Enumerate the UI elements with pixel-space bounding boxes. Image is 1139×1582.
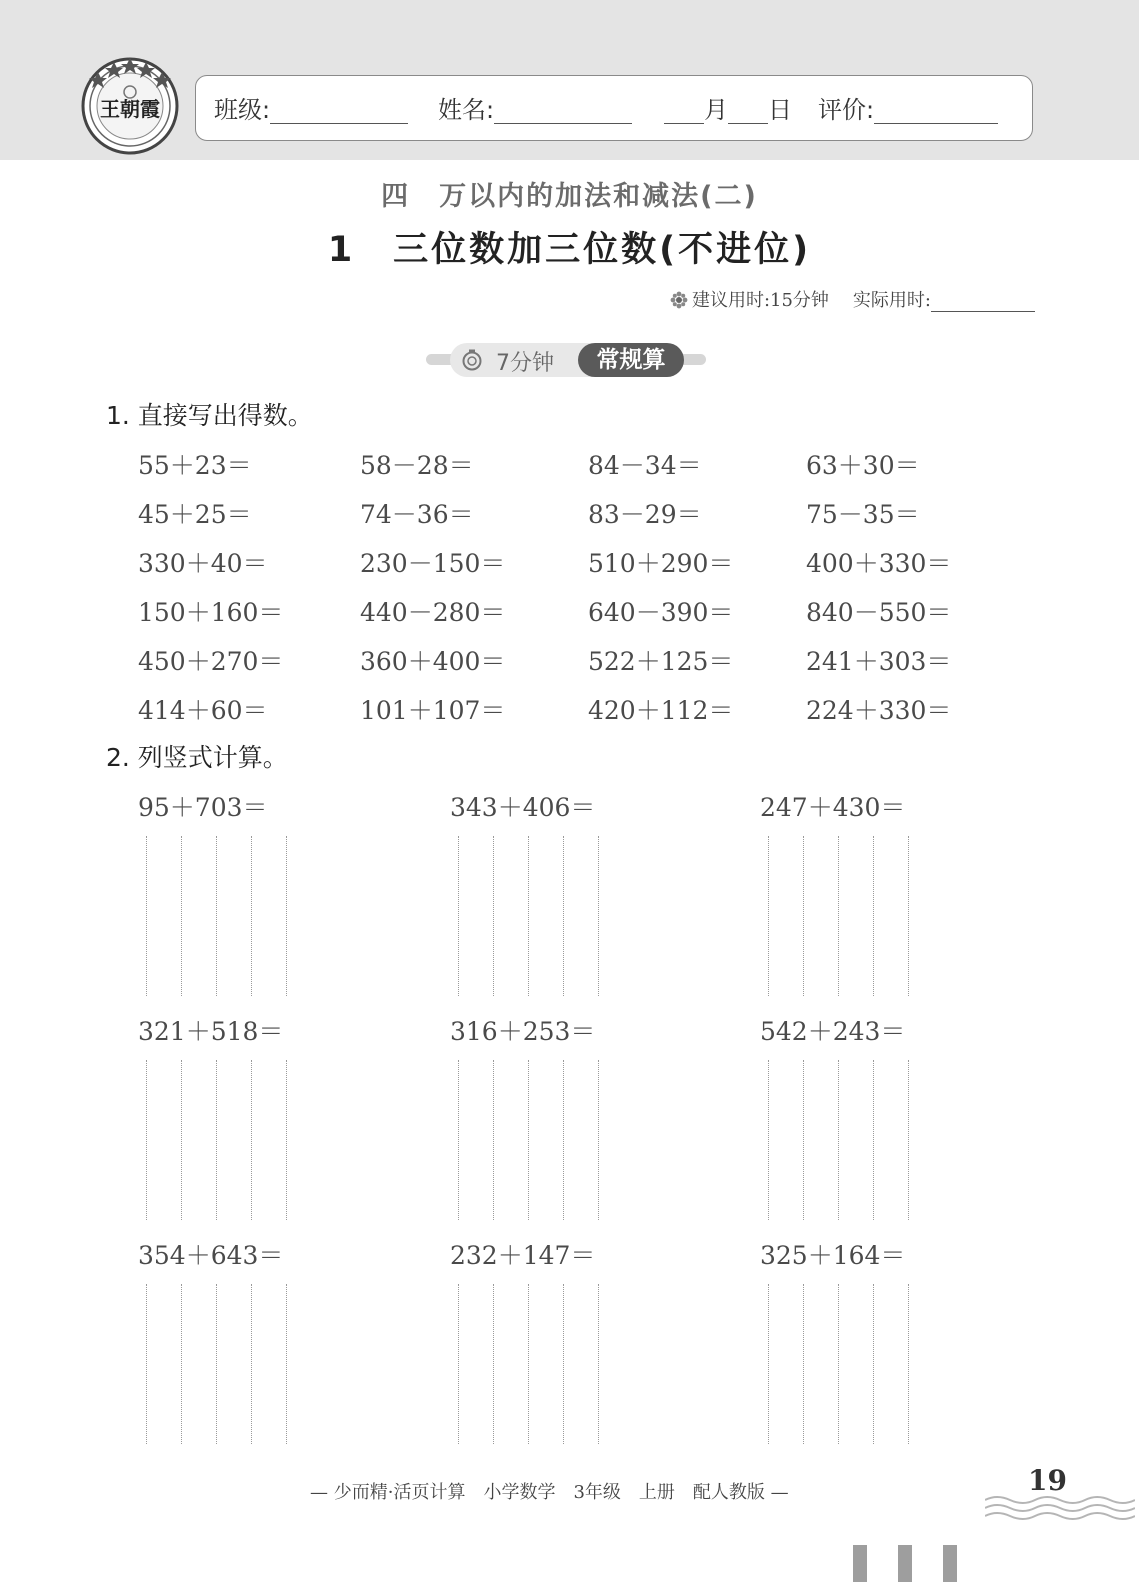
oral-problem: 420＋112＝: [588, 696, 734, 725]
badge-time: 7分钟: [496, 351, 554, 376]
logo-seal-icon: [78, 52, 182, 156]
oral-problem: 83－29＝: [588, 500, 702, 529]
month-blank[interactable]: [664, 97, 704, 124]
grid-line: [528, 1060, 529, 1220]
oral-problem: 224＋330＝: [806, 696, 952, 725]
oral-problem: 150＋160＝: [138, 598, 284, 627]
grid-line: [598, 836, 599, 996]
page-tab-3: [943, 1545, 957, 1582]
actual-time-label: 实际用时:: [852, 290, 931, 311]
grid-line: [908, 836, 909, 996]
grid-line: [286, 836, 287, 996]
oral-problem: 360＋400＝: [360, 647, 506, 676]
grid-line: [458, 836, 459, 996]
section-badge: [426, 343, 706, 377]
grid-line: [563, 1284, 564, 1444]
grid-line: [493, 836, 494, 996]
grid-line: [873, 836, 874, 996]
grid-line: [768, 836, 769, 996]
grid-line: [838, 1060, 839, 1220]
page-tab-2: [898, 1545, 912, 1582]
oral-problem: 840－550＝: [806, 598, 952, 627]
working-grid[interactable]: [760, 1284, 910, 1444]
student-info-box: [195, 75, 1033, 141]
day-blank[interactable]: [728, 97, 768, 124]
working-grid[interactable]: [450, 836, 600, 996]
badge-tag: 常规算: [578, 343, 684, 377]
class-blank[interactable]: [270, 97, 408, 124]
oral-problem: 450＋270＝: [138, 647, 284, 676]
grid-line: [286, 1284, 287, 1444]
publisher-logo: [78, 52, 182, 156]
name-field: [438, 96, 632, 124]
vertical-problem: 343＋406＝: [450, 793, 596, 822]
footer-text: — 少而精·活页计算 小学数学 3年级 上册 配人教版 —: [310, 1482, 789, 1503]
grid-line: [528, 836, 529, 996]
page-tab-1: [853, 1545, 867, 1582]
vertical-problem: 321＋518＝: [138, 1017, 284, 1046]
grid-line: [216, 1060, 217, 1220]
working-grid[interactable]: [760, 1060, 910, 1220]
grid-line: [563, 1060, 564, 1220]
grid-line: [181, 836, 182, 996]
grid-line: [528, 1284, 529, 1444]
class-label: 班级:: [214, 96, 271, 124]
wave-decoration-icon: [985, 1488, 1135, 1528]
oral-problem: 45＋25＝: [138, 500, 252, 529]
oral-problem: 75－35＝: [806, 500, 920, 529]
name-label: 姓名:: [438, 96, 495, 124]
grid-line: [458, 1284, 459, 1444]
grid-line: [803, 1284, 804, 1444]
oral-problem: 510＋290＝: [588, 549, 734, 578]
timing-line: [670, 286, 1035, 312]
grid-line: [493, 1060, 494, 1220]
oral-problem: 101＋107＝: [360, 696, 506, 725]
oral-problem: 241＋303＝: [806, 647, 952, 676]
flower-icon: [670, 291, 688, 309]
grid-line: [908, 1284, 909, 1444]
grid-line: [598, 1284, 599, 1444]
stopwatch-icon: [460, 348, 484, 372]
grid-line: [768, 1060, 769, 1220]
grid-line: [251, 836, 252, 996]
question-1-title: 1. 直接写出得数。: [106, 401, 313, 430]
vertical-problem: 325＋164＝: [760, 1241, 906, 1270]
oral-problem: 522＋125＝: [588, 647, 734, 676]
lesson-title: 1 三位数加三位数(不进位): [327, 230, 812, 270]
day-label: 日: [768, 96, 792, 124]
unit-title: 四 万以内的加法和减法(二): [381, 181, 758, 212]
grid-line: [286, 1060, 287, 1220]
oral-problem: 330＋40＝: [138, 549, 268, 578]
oral-problem: 414＋60＝: [138, 696, 268, 725]
vertical-problem: 247＋430＝: [760, 793, 906, 822]
grid-line: [768, 1284, 769, 1444]
rating-blank[interactable]: [874, 97, 998, 124]
date-field: [664, 96, 792, 124]
grid-line: [146, 1284, 147, 1444]
grid-line: [838, 1284, 839, 1444]
vertical-problem: 354＋643＝: [138, 1241, 284, 1270]
vertical-problem: 542＋243＝: [760, 1017, 906, 1046]
vertical-problem: 232＋147＝: [450, 1241, 596, 1270]
grid-line: [181, 1060, 182, 1220]
grid-line: [873, 1060, 874, 1220]
grid-line: [251, 1060, 252, 1220]
grid-line: [908, 1060, 909, 1220]
question-2-title: 2. 列竖式计算。: [106, 743, 288, 772]
actual-time-blank[interactable]: [931, 289, 1035, 312]
working-grid[interactable]: [450, 1284, 600, 1444]
grid-line: [216, 836, 217, 996]
name-blank[interactable]: [494, 97, 632, 124]
grid-line: [146, 1060, 147, 1220]
rating-label: 评价:: [818, 96, 875, 124]
grid-line: [838, 836, 839, 996]
grid-line: [181, 1284, 182, 1444]
grid-line: [251, 1284, 252, 1444]
svg-text:王朝霞: 王朝霞: [100, 97, 160, 121]
suggested-time: 建议用时:15分钟: [691, 290, 829, 311]
oral-problem: 74－36＝: [360, 500, 474, 529]
working-grid[interactable]: [138, 1060, 288, 1220]
working-grid[interactable]: [760, 836, 910, 996]
grid-line: [598, 1060, 599, 1220]
month-label: 月: [704, 96, 728, 124]
oral-problem: 58－28＝: [360, 451, 474, 480]
working-grid[interactable]: [450, 1060, 600, 1220]
working-grid[interactable]: [138, 836, 288, 996]
class-field: [214, 96, 408, 124]
grid-line: [873, 1284, 874, 1444]
grid-line: [563, 836, 564, 996]
page-number: 19: [1028, 1464, 1067, 1497]
grid-line: [493, 1284, 494, 1444]
rating-field: [818, 96, 998, 124]
oral-problem: 55＋23＝: [138, 451, 252, 480]
oral-problem: 84－34＝: [588, 451, 702, 480]
grid-line: [458, 1060, 459, 1220]
grid-line: [803, 1060, 804, 1220]
grid-line: [146, 836, 147, 996]
oral-problem: 230－150＝: [360, 549, 506, 578]
vertical-problem: 316＋253＝: [450, 1017, 596, 1046]
vertical-problem: 95＋703＝: [138, 793, 268, 822]
working-grid[interactable]: [138, 1284, 288, 1444]
oral-problem: 640－390＝: [588, 598, 734, 627]
oral-problem: 440－280＝: [360, 598, 506, 627]
oral-problem: 400＋330＝: [806, 549, 952, 578]
grid-line: [216, 1284, 217, 1444]
oral-problem: 63＋30＝: [806, 451, 920, 480]
grid-line: [803, 836, 804, 996]
